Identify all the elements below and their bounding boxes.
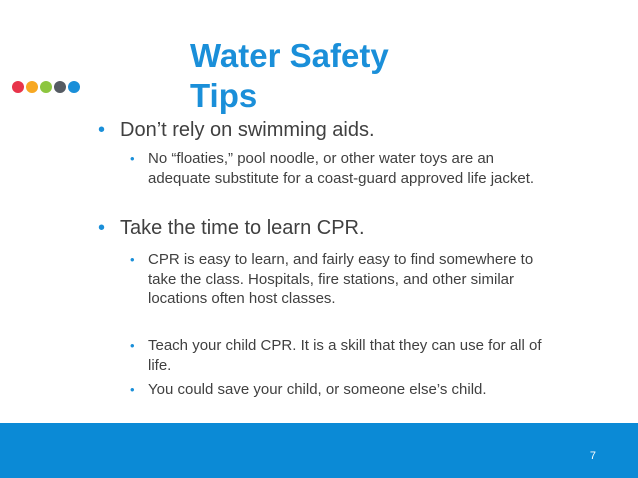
page-number: 7 bbox=[589, 450, 596, 462]
bullet-dot-icon: • bbox=[98, 119, 106, 141]
footer-bar bbox=[0, 423, 638, 478]
sub-bullet-text: You could save your child, or someone else’s child. bbox=[148, 381, 487, 398]
sub-bullet-text: No “floaties,” pool noodle, or other water toys are an adequate substitute for a coast-guard approved life jacket. bbox=[148, 150, 535, 187]
blue-dot-icon bbox=[68, 81, 80, 93]
bullet-text: Don’t rely on swimming aids. bbox=[120, 119, 375, 141]
sub-bullet-dot-icon: • bbox=[130, 338, 135, 353]
sub-bullet-dot-icon: • bbox=[130, 151, 135, 166]
bullet-dot-icon: • bbox=[98, 217, 106, 239]
sub-bullet-dot-icon: • bbox=[130, 252, 135, 267]
sub-bullet-text: Teach your child CPR. It is a skill that they can use for all of life. bbox=[148, 337, 542, 374]
green-dot-icon bbox=[40, 81, 52, 93]
bullet-text: Take the time to learn CPR. bbox=[120, 217, 365, 239]
sub-bullet-dot-icon: • bbox=[130, 382, 135, 397]
orange-dot-icon bbox=[26, 81, 38, 93]
decorative-dots bbox=[12, 81, 80, 93]
slide-title: Water Safety Tips bbox=[190, 37, 389, 114]
sub-bullet-text: CPR is easy to learn, and fairly easy to find somewhere to take the class. Hospitals, fire stations, and other similar locations often host classes. bbox=[148, 251, 534, 307]
gray-dot-icon bbox=[54, 81, 66, 93]
red-dot-icon bbox=[12, 81, 24, 93]
